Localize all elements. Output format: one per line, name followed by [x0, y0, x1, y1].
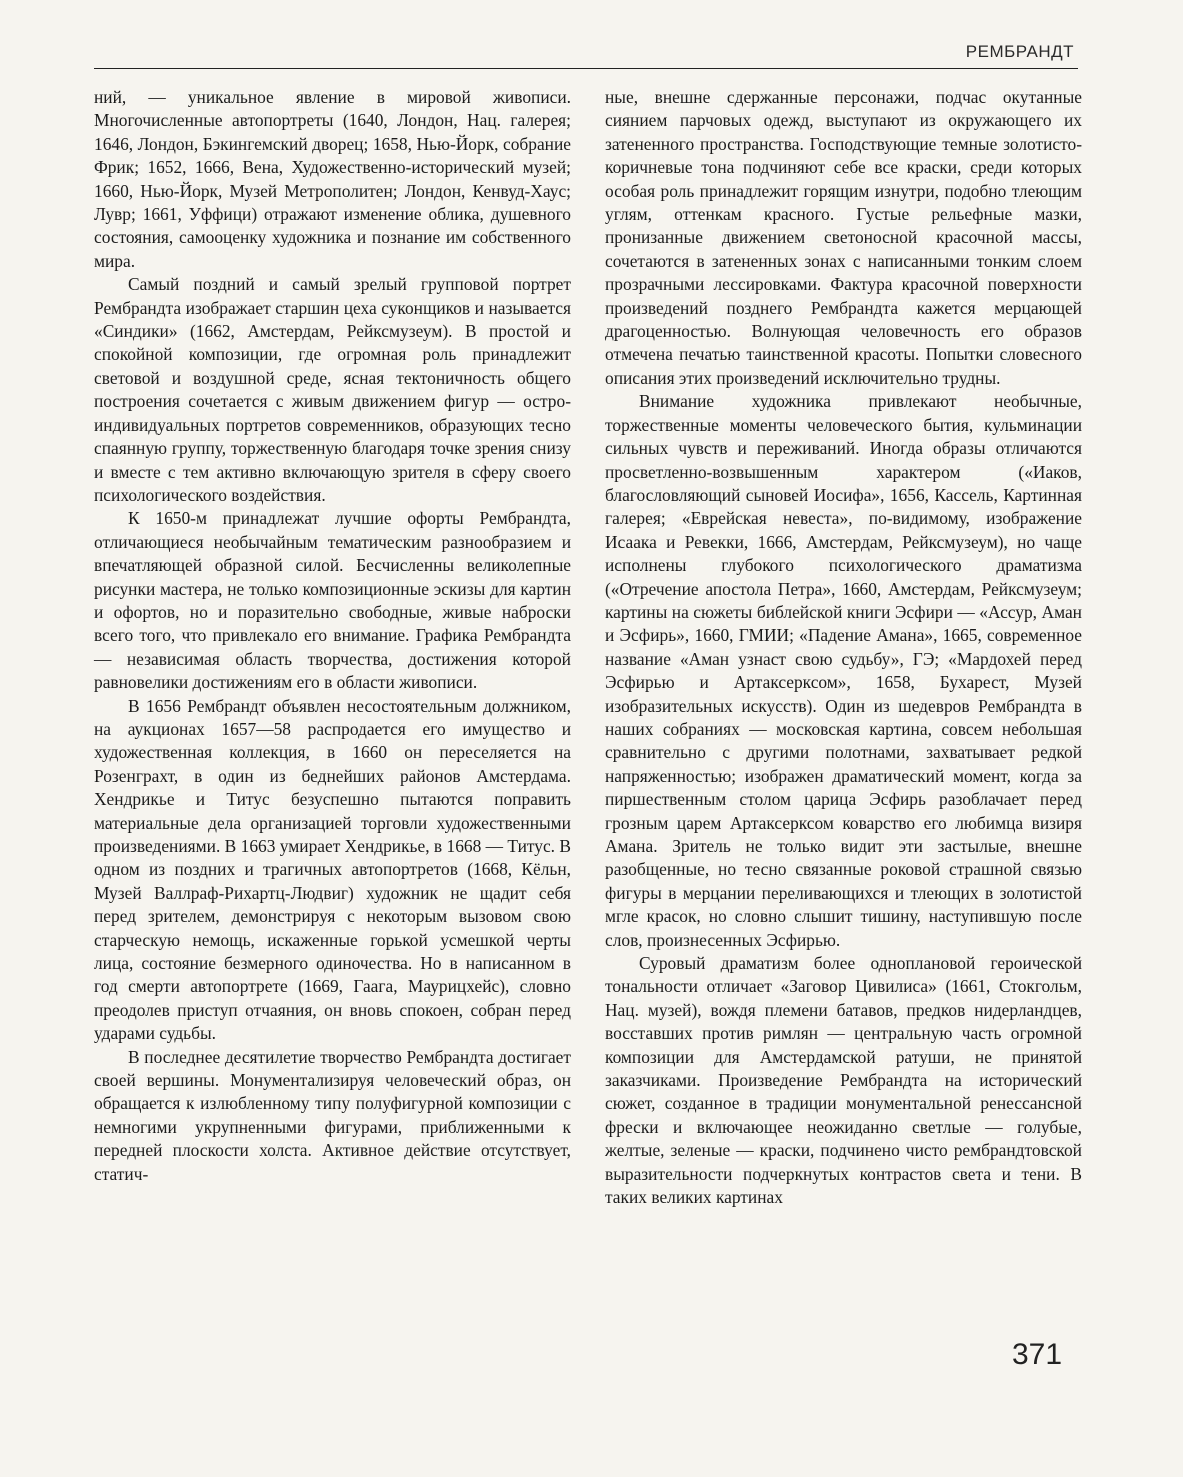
- right-column: [605, 86, 1082, 1210]
- paragraph: В 1656 Рембрандт объявлен несостоятельным должником, на аукционах 1657—58 распродается его имущество и художественная коллекция, в 1660 он переселяется на Розенграхт, в один из беднейших районов Амстердама. Хендрикье и Титус безуспешно пытаются поправить материальные дела организацией торговли художественными произведениями. В 1663 умирает Хендрикье, в 1668 — Титус. В одном из поздних и трагичных автопортретов (1668, Кёльн, Музей Валлраф-Рихартц-Людвиг) художник не щадит себя перед зрителем, демонстрируя с некоторым вызовом свою старческую немощь, искаженные горькой усмешкой черты лица, состояние безмерного одиночества. Но в написанном в год смерти автопортрете (1669, Гаага, Маурицхейс), словно преодолев приступ отчаяния, он вновь спокоен, собран перед ударами судьбы.: [94, 695, 571, 1044]
- paragraph: ний, — уникальное явление в мировой живописи. Многочисленные автопортреты (1640, Лондон, Нац. галерея; 1646, Лондон, Бэкингемский дворец; 1658, Нью-Йорк, собрание Фрик; 1652, 1666, Вена, Художественно-исторический музей; 1660, Нью-Йорк, Музей Метрополитен; Лондон, Кенвуд-Хаус; Лувр; 1661, Уффици) отражают изменение облика, душевного состояния, самооценку художника и познание им собственного мира.: [94, 87, 571, 271]
- paragraph: Самый поздний и самый зрелый групповой портрет Рембрандта изображает старшин цеха суконщиков и называется «Синдики» (1662, Амстердам, Рейксмузеум). В простой и спокойной композиции, где огромная роль принадлежит световой и воздушной среде, ясная тектоничность общего построения сочетается с живым движением фигур — остро-индивидуальных портретов современников, образующих тесно спаянную группу, торжественную благодаря точке зрения снизу и вместе с тем активно включающую зрителя в сферу своего психологического воздействия.: [94, 274, 571, 505]
- running-header: [94, 38, 1078, 69]
- page-number: 371: [1012, 1338, 1063, 1371]
- paragraph: К 1650-м принадлежат лучшие офорты Рембрандта, отличающиеся необычайным тематическим разнообразием и впечатляющей образной силой. Бесчисленны великолепные рисунки мастера, не только композиционные эскизы для картин и офортов, но и поразительно свободные, живые наброски всего того, что привлекало его внимание. Графика Рембрандта — независимая область творчества, достижения которой равновелики достижениям его в области живописи.: [94, 508, 571, 693]
- paragraph: Суровый драматизм более одноплановой героической тональности отличает «Заговор Цивилиса» (1661, Стокгольм, Нац. музей), вождя племени батавов, предков нидерландцев, восставших против римлян — центральную часть огромной композиции для Амстердамской ратуши, не принятой заказчиками. Произведение Рембрандта на исторический сюжет, созданное в традиции монументальной ренессансной фрески и включающее неожиданно светлые — голубые, желтые, зеленые — краски, подчинено чисто рембрандтовской выразительности подчеркнутых контрастов света и тени. В таких великих картинах: [605, 953, 1082, 1208]
- paragraph: ные, внешне сдержанные персонажи, подчас окутанные сиянием парчовых одежд, выступают из окружающего их затененного пространства. Господствующие темные золотисто-коричневые тона подчиняют себе все краски, среди которых особая роль принадлежит горящим изнутри, подобно тлеющим углям, оттенкам красного. Густые рельефные мазки, пронизанные движением светоносной красочной массы, сочетаются в затененных зонах с написанными тонким слоем прозрачными лессировками. Фактура красочной поверхности произведений позднего Рембрандта кажется мерцающей драгоценностью. Волнующая человечность его образов отмечена печатью таинственной красоты. Попытки словесного описания этих произведений исключительно трудны.: [605, 87, 1082, 388]
- paragraph: Внимание художника привлекают необычные, торжественные моменты человеческого бытия, кульминации сильных чувств и переживаний. Иногда образы отличаются просветленно-возвышенным характером («Иаков, благословляющий сыновей Иосифа», 1656, Кассель, Картинная галерея; «Еврейская невеста», по-видимому, изображение Исаака и Ревекки, 1666, Амстердам, Рейксмузеум), но чаще исполнены глубокого психологического драматизма («Отречение апостола Петра», 1660, Амстердам, Рейксмузеум; картины на сюжеты библейской книги Эсфири — «Ассур, Аман и Эсфирь», 1660, ГМИИ; «Падение Амана», 1665, современное название «Аман узнаст свою судьбу», ГЭ; «Мардохей перед Эсфирью и Артаксерксом», 1658, Бухарест, Музей изобразительных искусств). Один из шедевров Рембрандта в наших собраниях — московская картина, совсем небольшая сравнительно с другими полотнами, захватывает редкой напряженностью; изображен драматический момент, когда за пиршественным столом царица Эсфирь разоблачает перед грозным царем Артаксерксом коварство его любимца визиря Амана. Зритель не только видит эти застылые, внешне разобщенные, но тесно связанные роковой страшной связью фигуры в мерцании переливающихся и тлеющих в золотистой мгле красок, но словно слышит тишину, наступившую после слов, произнесенных Эсфирью.: [605, 391, 1082, 950]
- paragraph: В последнее десятилетие творчество Рембрандта достигает своей вершины. Монументализируя человеческий образ, он обращается к излюбленному типу полуфигурной композиции с немногими укрупненными фигурами, приближенными к передней плоскости холста. Активное действие отсутствует, статич-: [94, 1046, 571, 1184]
- left-column: [94, 86, 571, 1186]
- running-header-title: РЕМБРАНДТ: [965, 42, 1074, 61]
